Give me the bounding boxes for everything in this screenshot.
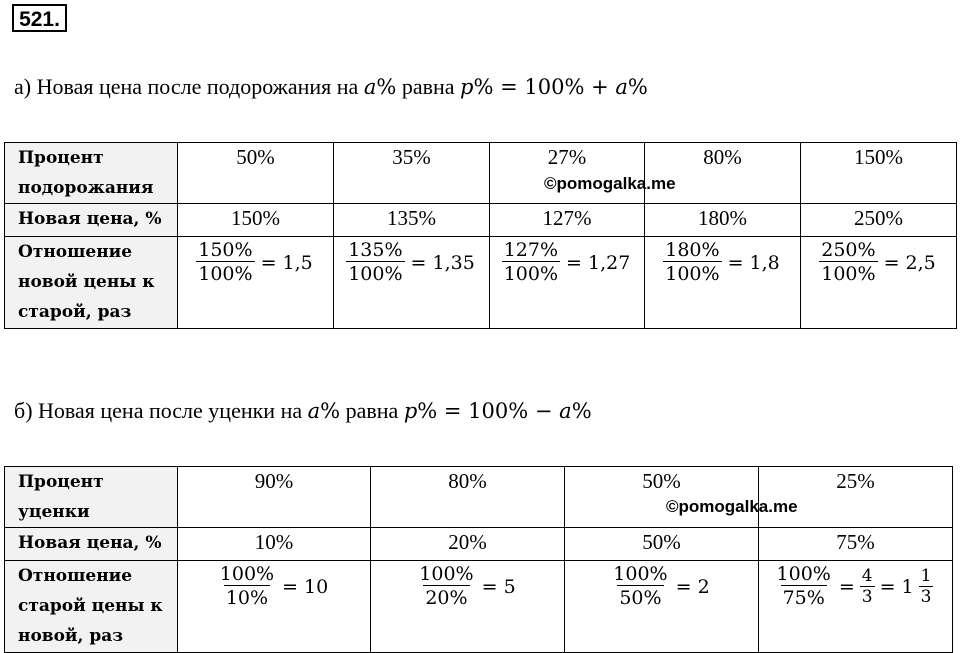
numerator: 100% [419, 563, 474, 585]
part-b-row-new-price [5, 528, 953, 561]
table-cell [490, 237, 645, 329]
numerator: 135% [348, 239, 403, 261]
table-cell: 90% [178, 467, 371, 528]
table-cell: 25% [759, 467, 953, 528]
ratio-formula [218, 561, 330, 610]
fraction [919, 566, 934, 607]
part-a-row-percent [5, 143, 957, 204]
label-line: старой, раз [18, 302, 132, 322]
part-b-label-ratio [5, 561, 178, 653]
result: = 1,8 [727, 251, 780, 274]
part-b-expr: % = 100% − [417, 399, 560, 423]
table-cell: 35% [334, 143, 490, 204]
numerator: 150% [198, 239, 253, 261]
table-cell [178, 237, 334, 329]
denominator: 75% [782, 587, 825, 609]
table-cell: 50% [565, 467, 759, 528]
denominator: 100% [665, 263, 720, 285]
watermark: ©pomogalka.me [544, 174, 676, 193]
part-b-var-a2: a [559, 399, 572, 423]
numerator: 4 [861, 566, 873, 586]
watermark: ©pomogalka.me [666, 497, 798, 516]
fraction [860, 566, 875, 607]
denominator: 100% [821, 263, 876, 285]
numerator: 127% [503, 239, 559, 261]
fraction [502, 239, 560, 286]
label-line: старой цены к [18, 596, 163, 616]
denominator: 3 [861, 587, 873, 607]
result: = [838, 575, 855, 598]
numerator: 100% [613, 563, 668, 585]
part-b-table [4, 466, 953, 653]
denominator: 100% [348, 263, 403, 285]
denominator: 100% [503, 263, 559, 285]
part-a-var-a2: a [615, 75, 628, 99]
table-cell: 27% [490, 143, 645, 204]
table-cell [178, 561, 371, 653]
table-cell: 20% [371, 528, 565, 561]
part-b-var-p: p [403, 399, 418, 423]
numerator: 100% [219, 563, 275, 585]
table-cell: 80% [645, 143, 801, 204]
fraction [218, 563, 276, 610]
table-cell: 50% [565, 528, 759, 561]
part-a-middle: равна [396, 74, 461, 99]
label-line: Процент [18, 148, 104, 168]
part-a-var-a: a [363, 75, 377, 99]
part-b-row-percent [5, 467, 953, 528]
numerator: 250% [821, 239, 876, 261]
fraction [417, 563, 475, 610]
denominator: 10% [225, 587, 269, 609]
ratio-formula [611, 561, 711, 610]
part-b-tail: % [571, 399, 592, 423]
numerator: 100% [776, 563, 831, 585]
ratio-formula [346, 237, 477, 286]
label-line: новой, раз [18, 626, 124, 646]
table-cell [565, 561, 759, 653]
part-a-var-p: p [460, 75, 474, 99]
table-cell: 10% [178, 528, 371, 561]
result: = 10 [282, 575, 329, 598]
part-b-prefix: б) Новая цена после уценки на [14, 398, 308, 423]
part-a-expr: % = 100% + [473, 75, 616, 99]
ratio-formula [196, 237, 315, 286]
part-a-row-new-price [5, 204, 957, 237]
table-cell: 150% [178, 204, 334, 237]
part-b-pct: % [320, 399, 341, 423]
part-b-middle: равна [340, 398, 404, 423]
part-b-var-a: a [307, 399, 321, 423]
part-a-label-percent [5, 143, 178, 204]
ratio-formula [663, 237, 782, 286]
table-cell: 150% [801, 143, 957, 204]
table-cell [334, 237, 490, 329]
part-b-row-ratio [5, 561, 953, 653]
label-line: новой цены к [18, 272, 155, 292]
table-cell [645, 237, 801, 329]
table-cell: 135% [334, 204, 490, 237]
part-a-table [4, 142, 957, 329]
label-line: Процент [18, 472, 104, 492]
part-a-prefix: а) Новая цена после подорожания на [14, 74, 364, 99]
table-cell: 50% [178, 143, 334, 204]
table-cell: 127% [490, 204, 645, 237]
numerator: 180% [665, 239, 720, 261]
fraction [663, 239, 721, 286]
part-b-heading [14, 398, 592, 424]
fraction [819, 239, 877, 286]
ratio-formula [775, 561, 937, 610]
ratio-formula [502, 237, 633, 286]
part-b-label-percent [5, 467, 178, 528]
fraction [775, 563, 833, 610]
fraction [611, 563, 669, 610]
denominator: 20% [425, 587, 468, 609]
part-b-label-new-price: Новая цена, % [5, 528, 178, 561]
denominator: 50% [619, 587, 662, 609]
problem-number: 521. [12, 4, 67, 32]
result: = 2,5 [883, 251, 936, 274]
label-line: Отношение [18, 566, 133, 586]
result: = 5 [481, 575, 516, 598]
part-a-heading [14, 74, 648, 100]
table-cell [801, 237, 957, 329]
part-a-label-ratio [5, 237, 178, 329]
part-a-pct: % [376, 75, 397, 99]
table-cell: 75% [759, 528, 953, 561]
ratio-formula [417, 561, 517, 610]
label-line: подорожания [18, 178, 154, 198]
result: = 1,5 [260, 251, 313, 274]
ratio-formula [819, 237, 938, 286]
denominator: 3 [920, 587, 932, 607]
table-cell: 180% [645, 204, 801, 237]
fraction [346, 239, 404, 286]
part-a-label-new-price: Новая цена, % [5, 204, 178, 237]
label-line: уценки [18, 502, 90, 522]
denominator: 100% [198, 263, 253, 285]
part-a-tail: % [627, 75, 648, 99]
table-cell [371, 561, 565, 653]
result: = 1,27 [566, 251, 631, 274]
table-cell: 80% [371, 467, 565, 528]
fraction [196, 239, 254, 286]
result: = 2 [675, 575, 710, 598]
numerator: 1 [920, 566, 932, 586]
table-cell [759, 561, 953, 653]
label-line: Отношение [18, 242, 133, 262]
part-a-row-ratio [5, 237, 957, 329]
result: = 1 [879, 575, 914, 598]
table-cell: 250% [801, 204, 957, 237]
result: = 1,35 [410, 251, 475, 274]
